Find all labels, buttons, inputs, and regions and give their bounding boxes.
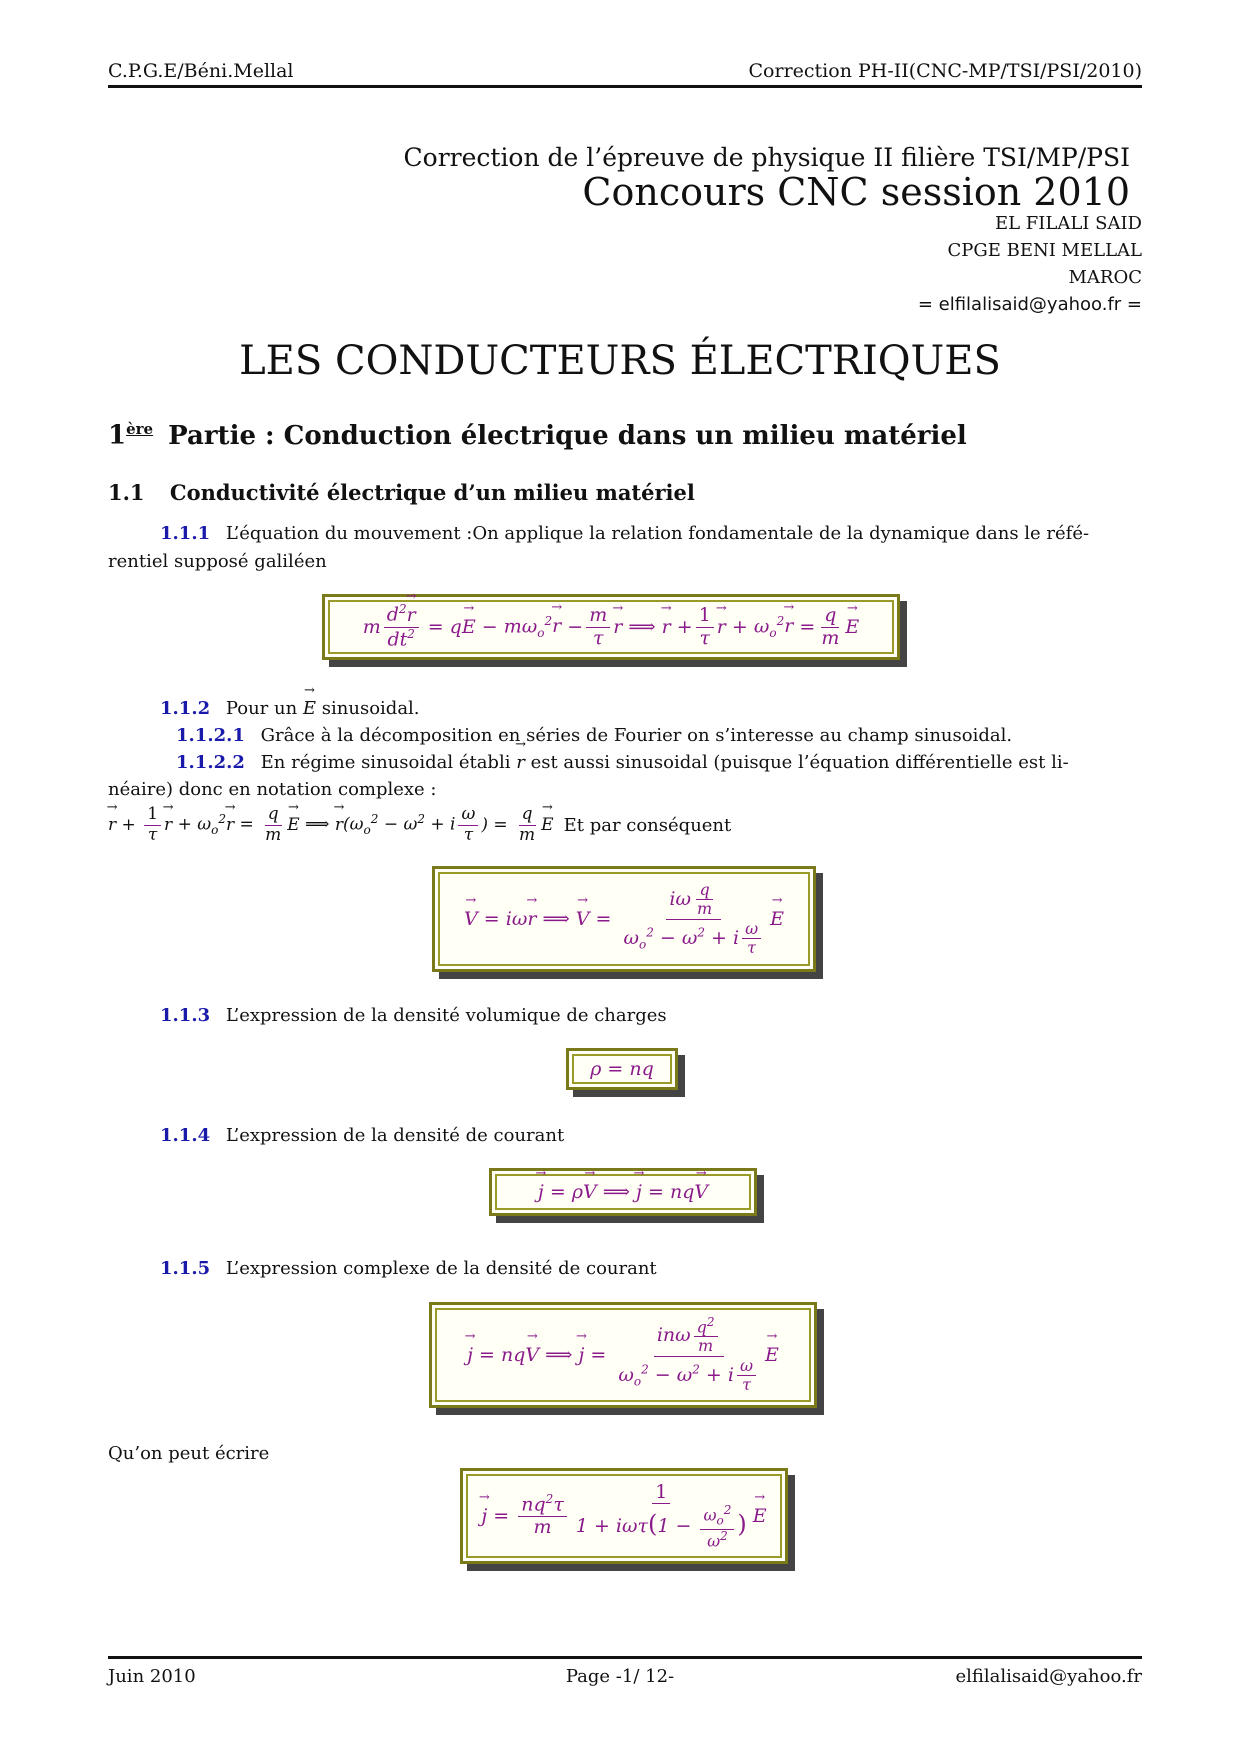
item-1122: 1.1.2.2 En régime sinusoidal établi → r est aussi sinusoidal (puisque l’équation différentielle est li-: [176, 752, 1069, 773]
item-115: [160, 1258, 657, 1279]
part-number: 1: [108, 420, 127, 451]
item-111-number: 1.1.1: [160, 523, 211, 544]
item-1121: [176, 725, 1012, 746]
equation-box-motion: [322, 594, 900, 660]
item-1122-number: 1.1.2.2: [176, 752, 245, 773]
item-113: [160, 1005, 667, 1026]
equation-box-velocity: [432, 866, 816, 972]
equation-box-charge-density: [566, 1048, 678, 1090]
doc-title: Concours CNC session 2010: [582, 170, 1130, 214]
item-112-text-b: sinusoidal.: [321, 698, 420, 719]
equation-current-rewritten: → j = $\frac{nq^2\tau}{m}$ 1 1 + iωτ(1 − $\frac{\omega_o^2}{\omega^2}$ ) → E: [463, 1471, 785, 1561]
item-113-number: 1.1.3: [160, 1005, 211, 1026]
author-email: = elfilalisaid@yahoo.fr =: [917, 294, 1142, 315]
item-1122-text-cont: néaire) donc en notation complexe :: [108, 779, 437, 800]
section-heading: [108, 480, 695, 505]
item-114-text: L’expression de la densité de courant: [225, 1125, 565, 1146]
footer-email: elfilalisaid@yahoo.fr: [955, 1666, 1142, 1687]
item-1121-text: Grâce à la décomposition en séries de Fourier on s’interesse au champ sinusoidal.: [260, 725, 1013, 746]
item-111-text-cont: rentiel supposé galiléen: [108, 551, 327, 572]
item-1122-text-b: est aussi sinusoidal (puisque l’équation différentielle est li-: [530, 752, 1069, 773]
footer-date: Juin 2010: [108, 1666, 196, 1687]
header-rule: [108, 85, 1142, 88]
item-1122-text-a: En régime sinusoidal établi: [260, 752, 511, 773]
author-school: CPGE BENI MELLAL: [947, 240, 1142, 261]
item-115-number: 1.1.5: [160, 1258, 211, 1279]
header-right: Correction PH-II(CNC-MP/TSI/PSI/2010): [748, 60, 1142, 82]
part-heading: [108, 420, 967, 451]
part-sup: ère: [126, 420, 154, 438]
section-number: 1.1: [108, 480, 145, 505]
item-1121-number: 1.1.2.1: [176, 725, 245, 746]
doc-subtitle: Correction de l’épreuve de physique II filière TSI/MP/PSI: [403, 143, 1130, 172]
equation-complex-current: → j = nq→ V ⟹ → j = inω $\frac{q^2}{m}$ $\omega_o^2 - \omega^2 + i$ $\frac{\omega}{\tau}$ → E: [432, 1305, 814, 1405]
section-label: Conductivité électrique d’un milieu matériel: [169, 480, 695, 505]
item-111-text: L’équation du mouvement :On applique la relation fondamentale de la dynamique dans le réfé-: [225, 523, 1090, 544]
equation-current-density: → j = ρ→ V ⟹ → j = nq→ V: [492, 1171, 754, 1213]
author-name: EL FILALI SAID: [994, 213, 1142, 234]
main-title: LES CONDUCTEURS ÉLECTRIQUES: [239, 338, 1001, 384]
equation-velocity: → V = iω→ r ⟹ → V = iω $\frac{q}{m}$ $\omega_o^2 - \omega^2 + i$ $\frac{\omega}{\tau}$ → E: [435, 869, 813, 969]
equation-motion: m $\frac{d^2\to r}{dt^2}$ = q→ E − $m\omega_o^2\to r$ − $\frac{m}{\tau}$ → r ⟹ → r + $\frac{1}{\tau}$ → r + $\omega_o^2\to r$ = $\frac{q}{m}$ → E: [325, 597, 897, 657]
equation-charge-density: ρ = nq: [590, 1058, 654, 1080]
item-114-number: 1.1.4: [160, 1125, 211, 1146]
author-country: MAROC: [1068, 267, 1142, 288]
equation-box-complex-current: [429, 1302, 817, 1408]
equation-complex-inline: → r + $\frac{1}{\tau}$ → $r + \omega_o^2\to r$ = $\frac{q}{m}$ → E ⟹ → $r(\omega_o^2 - \omega^2 + i$ $\frac{\omega}{\tau}$ ) = $\frac{q}{m}$ → E Et par conséquent: [108, 800, 731, 850]
item-114: [160, 1125, 564, 1146]
header-left: C.P.G.E/Béni.Mellal: [108, 60, 294, 82]
item-111: [160, 523, 1142, 544]
item-1122-text-conclusion: Et par conséquent: [563, 814, 732, 836]
item-115-text: L’expression complexe de la densité de courant: [225, 1258, 657, 1279]
item-112-number: 1.1.2: [160, 698, 211, 719]
text-ecrire: Qu’on peut écrire: [108, 1443, 270, 1464]
item-112: 1.1.2 Pour un → E sinusoidal.: [160, 698, 420, 719]
equation-box-current-density: [489, 1168, 757, 1216]
footer-page-number: Page -1/ 12-: [565, 1666, 675, 1687]
equation-box-current-rewritten: [460, 1468, 788, 1564]
part-label: Partie : Conduction électrique dans un milieu matériel: [168, 420, 967, 451]
footer-rule: [108, 1656, 1142, 1659]
item-113-text: L’expression de la densité volumique de charges: [225, 1005, 667, 1026]
item-112-text-a: Pour un: [225, 698, 298, 719]
